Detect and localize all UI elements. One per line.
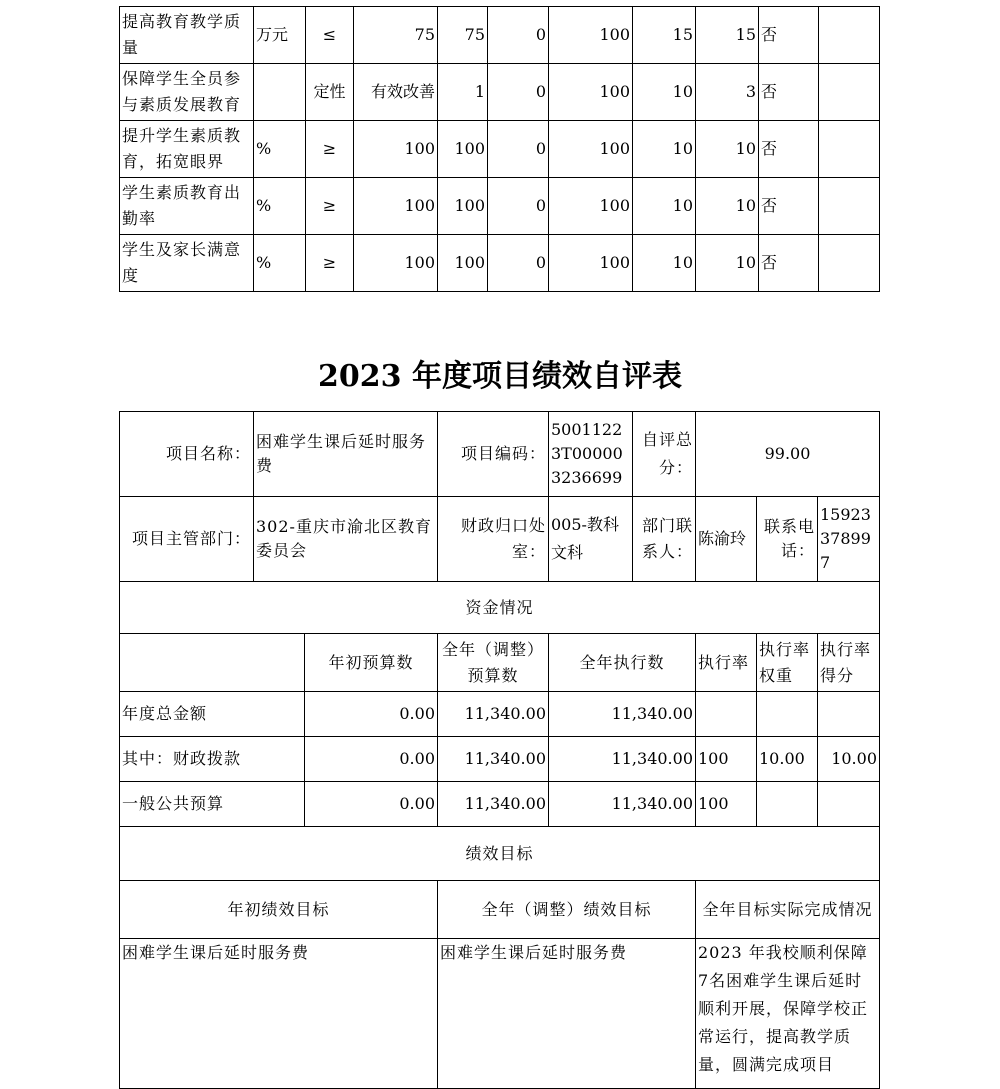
funds-exec-rate: 100 [696,782,757,827]
indicator-unit: % [254,121,306,178]
funds-row-label: 年度总金额 [120,692,305,737]
phone-value: 15923378997 [818,497,880,582]
indicator-row [120,7,880,64]
project-code-label: 项目编码： [438,412,549,497]
indicator-rate: 100 [549,121,633,178]
goals-header-initial: 年初绩效目标 [120,881,438,939]
funds-exec-score [818,782,880,827]
funds-row-label: 一般公共预算 [120,782,305,827]
funds-budget-init: 0.00 [305,782,438,827]
funds-exec-weight [757,692,818,737]
funds-header-blank [120,634,305,692]
indicator-table [119,6,880,292]
indicator-actual: 100 [438,121,488,178]
indicator-sym: ≥ [306,235,354,292]
funds-exec-score [818,692,880,737]
funds-budget-adj: 11,340.00 [438,692,549,737]
funds-exec-score: 10.00 [818,737,880,782]
indicator-sym: 定性 [306,64,354,121]
indicator-flag: 否 [759,121,819,178]
funds-row-total [120,692,880,737]
indicator-score: 10 [696,235,759,292]
indicator-unit: % [254,235,306,292]
goals-adjusted-text: 困难学生课后延时服务费 [438,939,696,1089]
indicator-note [819,178,880,235]
indicator-deviation: 0 [488,235,549,292]
indicator-target: 有效改善 [354,64,438,121]
funds-budget-init: 0.00 [305,737,438,782]
goals-section-title: 绩效目标 [120,827,880,881]
indicator-deviation: 0 [488,64,549,121]
indicator-name: 提升学生素质教育，拓宽眼界 [120,121,254,178]
goals-header-adjusted: 全年（调整）绩效目标 [438,881,696,939]
indicator-name: 学生素质教育出勤率 [120,178,254,235]
indicator-rate: 100 [549,178,633,235]
indicator-unit: % [254,178,306,235]
funds-header-budget-init: 年初预算数 [305,634,438,692]
funds-header-exec-rate: 执行率 [696,634,757,692]
indicator-target: 100 [354,178,438,235]
self-evaluation-table [119,411,880,1089]
funds-header-exec-weight: 执行率权重 [757,634,818,692]
indicator-unit: 万元 [254,7,306,64]
funds-section-title: 资金情况 [120,582,880,634]
indicator-score: 15 [696,7,759,64]
indicator-score: 10 [696,121,759,178]
indicator-row [120,121,880,178]
project-code-value: 50011223T000003236699 [549,412,633,497]
indicator-name: 提高教育教学质量 [120,7,254,64]
funds-executed: 11,340.00 [549,692,696,737]
funds-budget-adj: 11,340.00 [438,782,549,827]
indicator-actual: 100 [438,178,488,235]
score-total-label: 自评总分： [633,412,696,497]
indicator-rows [120,7,880,292]
indicator-deviation: 0 [488,178,549,235]
indicator-flag: 否 [759,7,819,64]
indicator-note [819,7,880,64]
funds-header-budget-adj: 全年（调整）预算数 [438,634,549,692]
indicator-weight: 15 [633,7,696,64]
dept-value: 302-重庆市渝北区教育委员会 [254,497,438,582]
indicator-weight: 10 [633,64,696,121]
indicator-score: 3 [696,64,759,121]
project-name-value: 困难学生课后延时服务费 [254,412,438,497]
indicator-target: 100 [354,121,438,178]
page-title: 2023 年度项目绩效自评表 [318,359,682,394]
indicator-target: 100 [354,235,438,292]
phone-label: 联系电话： [757,497,818,582]
indicator-sym: ≤ [306,7,354,64]
funds-exec-rate [696,692,757,737]
funds-exec-weight [757,782,818,827]
indicator-note [819,64,880,121]
funds-budget-adj: 11,340.00 [438,737,549,782]
dept-label: 项目主管部门： [120,497,254,582]
indicator-name: 保障学生全员参与素质发展教育 [120,64,254,121]
indicator-note [819,121,880,178]
indicator-weight: 10 [633,121,696,178]
indicator-deviation: 0 [488,7,549,64]
funds-exec-weight: 10.00 [757,737,818,782]
office-value: 005-教科文科 [549,497,633,582]
indicator-actual: 75 [438,7,488,64]
indicator-target: 75 [354,7,438,64]
funds-header-exec-score: 执行率得分 [818,634,880,692]
indicator-row [120,64,880,121]
indicator-flag: 否 [759,64,819,121]
funds-executed: 11,340.00 [549,782,696,827]
indicator-rate: 100 [549,235,633,292]
indicator-name: 学生及家长满意度 [120,235,254,292]
indicator-sym: ≥ [306,178,354,235]
funds-row-label: 其中：财政拨款 [120,737,305,782]
indicator-row [120,235,880,292]
goals-actual-text: 2023 年我校顺利保障7名困难学生课后延时顺利开展，保障学校正常运行，提高教学质量，圆满完成项目 [696,939,880,1089]
funds-executed: 11,340.00 [549,737,696,782]
indicator-weight: 10 [633,178,696,235]
funds-row-fiscal [120,737,880,782]
indicator-score: 10 [696,178,759,235]
contact-label: 部门联系人： [633,497,696,582]
indicator-weight: 10 [633,235,696,292]
indicator-unit [254,64,306,121]
contact-value: 陈渝玲 [696,497,757,582]
indicator-flag: 否 [759,178,819,235]
funds-exec-rate: 100 [696,737,757,782]
score-total-value: 99.00 [696,412,880,497]
indicator-rate: 100 [549,64,633,121]
funds-header-executed: 全年执行数 [549,634,696,692]
indicator-actual: 100 [438,235,488,292]
office-label: 财政归口处室： [438,497,549,582]
indicator-deviation: 0 [488,121,549,178]
indicator-actual: 1 [438,64,488,121]
indicator-row [120,178,880,235]
indicator-rate: 100 [549,7,633,64]
goals-header-actual: 全年目标实际完成情况 [696,881,880,939]
funds-budget-init: 0.00 [305,692,438,737]
project-name-label: 项目名称： [120,412,254,497]
indicator-sym: ≥ [306,121,354,178]
funds-row-general [120,782,880,827]
indicator-flag: 否 [759,235,819,292]
indicator-note [819,235,880,292]
goals-initial-text: 困难学生课后延时服务费 [120,939,438,1089]
